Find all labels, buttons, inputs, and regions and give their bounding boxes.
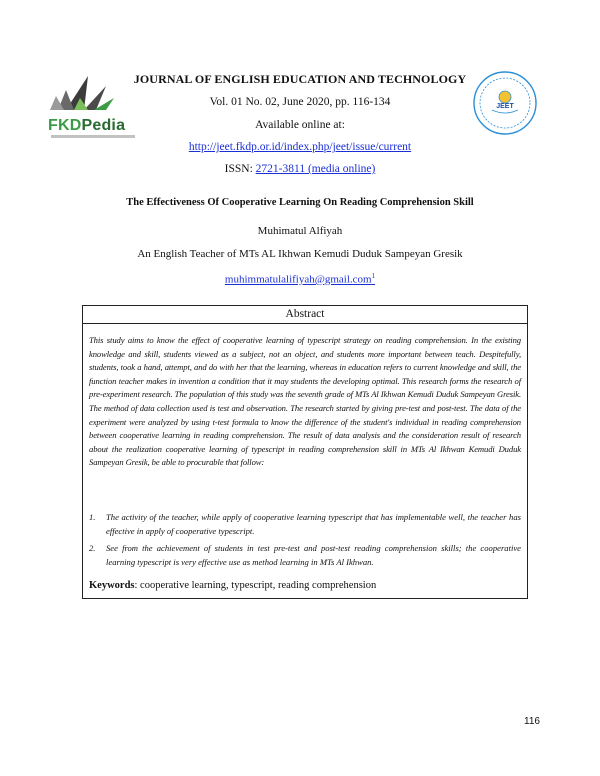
abstract-heading: Abstract bbox=[83, 306, 527, 324]
keywords-value: : cooperative learning, typescript, reading comprehension bbox=[134, 580, 377, 591]
abstract-body: This study aims to know the effect of cooperative learning of typescript strategy on reading comprehension. In the existing knowledge and skill, students viewed as a subject, not an object, and students more important between teach. Despitefully, students, took a hand, attempt, and do with her that the learning, whereas in education refers to current knowledge and skill, the function teacher makes in invention a condition that it may students the developing optimal. This research forms the research of pre-experiment research. The population of this study was the seventh grade of MTs Al Ikhwan Kemudi Duduk Sampeyan Gresik. The method of data collection used is test and observation. The research started by giving pre-test and post-test. The data of the experiment were analyzed by using t-test formula to know the difference of the student's individual in reading comprehension between cooperative learning in reading comprehension. The result of data analysis and the consideration result of research about the realization cooperative learning of typescript in reading comprehension skill in MTs Al Ikhwan Kemudi Duduk Sampeyan Gresik, be able to procurable that follow: bbox=[89, 335, 521, 468]
abstract-box: Abstract This study aims to know the effect of cooperative learning of typescript strategy on reading comprehension. In the existing knowledge and skill, students viewed as a subject, not an object, and students more important between teach. Despitefully, students, took a hand, attempt, and do with her that the learning, whereas in education refers to current knowledge and skill, the function teacher makes in invention a condition that it may students the developing optimal. This research forms the research of pre-experiment research. The population of this study was the seventh grade of MTs Al Ikhwan Kemudi Duduk Sampeyan Gresik. The method of data collection used is test and observation. The research started by giving pre-test and post-test. The data of the experiment were analyzed by using t-test formula to know the difference of the student's individual in reading comprehension between cooperative learning in reading comprehension. The result of data analysis and the consideration result of research about the realization cooperative learning of typescript in reading comprehension skill in MTs Al Ikhwan Kemudi Duduk Sampeyan Gresik, be able to procurable that follow: 1. The activity of the teacher, while apply of cooperative learning typescript that has implementable well, the teacher has effective in apply of cooperative typescript. 2. See from the achievement of students in test pre-test and post-test reading comprehension skills; the cooperative learning typescript is very effective use as method learning in MTs Al Ikhwan. Keywords: cooperative learning, typescript, reading comprehension bbox=[82, 305, 528, 599]
journal-title: JOURNAL OF ENGLISH EDUCATION AND TECHNOLOGY bbox=[133, 72, 467, 86]
article-title: The Effectiveness Of Cooperative Learning On Reading Comprehension Skill bbox=[126, 197, 474, 208]
journal-url-link[interactable]: http://jeet.fkdp.or.id/index.php/jeet/issue/current bbox=[188, 141, 412, 153]
jeet-seal bbox=[472, 70, 538, 136]
journal-seal-icon bbox=[472, 70, 538, 136]
author-email-link[interactable]: muhimmatulalifiyah@gmail.com$^1$ bbox=[224, 272, 376, 286]
issn-link[interactable]: 2721-3811 (media online) bbox=[255, 163, 376, 175]
author-affiliation: An English Teacher of MTs AL Ikhwan Kemudi Duduk Sampeyan Gresik bbox=[137, 248, 463, 260]
logo-tagline-bar bbox=[51, 135, 135, 138]
author-name: Muhimatul Alfiyah bbox=[257, 225, 343, 237]
svg-text:JEET: JEET bbox=[496, 103, 514, 110]
available-online-label: Available online at: bbox=[255, 119, 345, 131]
logo-wordmark: FKDPedia bbox=[48, 117, 126, 134]
journal-volume: Vol. 01 No. 02, June 2020, pp. 116-134 bbox=[209, 96, 391, 108]
keywords-line bbox=[89, 579, 521, 592]
page-number: 116 bbox=[524, 716, 540, 727]
issn-label: ISSN: bbox=[224, 163, 256, 175]
issn-line bbox=[100, 163, 500, 175]
keywords-label: Keywords bbox=[89, 580, 135, 591]
